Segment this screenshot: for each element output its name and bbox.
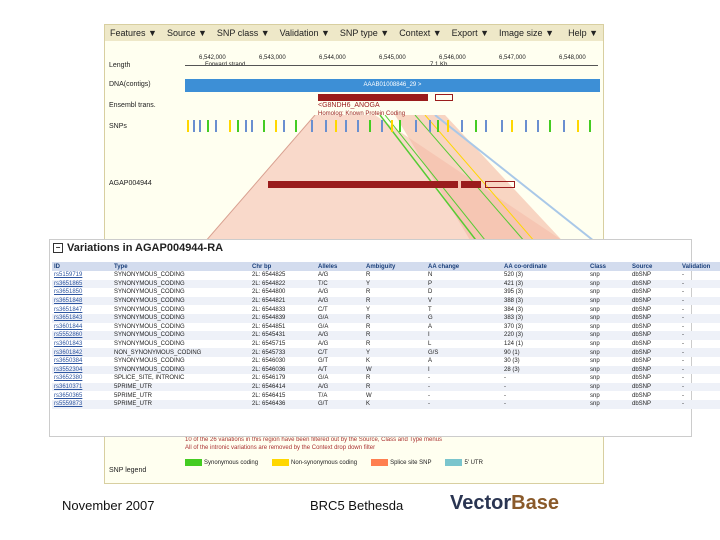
variation-id-link[interactable]: rs5559873: [52, 400, 112, 409]
snp-tick[interactable]: [485, 120, 487, 132]
table-row: [52, 357, 720, 366]
table-cell: snp: [590, 306, 600, 313]
snp-tick[interactable]: [537, 120, 539, 132]
table-cell: 421 (3): [502, 280, 588, 289]
table-cell: dbSNP: [632, 272, 652, 279]
menu-bar: [105, 25, 603, 41]
legend-label: Splice site SNP: [390, 460, 432, 467]
table-header-row: [52, 262, 720, 271]
table-cell: D: [428, 289, 433, 296]
table-cell: SYNONYMOUS_CODING: [112, 297, 250, 306]
snp-tick[interactable]: [245, 120, 247, 132]
table-cell: R: [366, 341, 371, 348]
table-cell: 370 (3): [504, 323, 524, 330]
menu-item[interactable]: Features ▼: [110, 28, 157, 38]
table-cell: 5PRIME_UTR: [114, 392, 153, 399]
table-cell: Y: [364, 348, 426, 357]
table-cell: T: [428, 306, 432, 313]
snp-tick[interactable]: [437, 120, 439, 132]
table-cell: T/C: [316, 280, 364, 289]
snp-tick[interactable]: [325, 120, 327, 132]
table-row: [52, 280, 720, 289]
table-cell: dbSNP: [632, 392, 652, 399]
table-cell: SYNONYMOUS_CODING: [114, 358, 185, 365]
snp-tick[interactable]: [525, 120, 527, 132]
table-cell: I: [426, 366, 502, 375]
menu-item[interactable]: Image size ▼: [499, 28, 554, 38]
table-cell: Y: [366, 306, 371, 313]
table-cell: G/A: [318, 375, 329, 382]
snp-tick[interactable]: [207, 120, 209, 132]
snp-tick[interactable]: [563, 120, 565, 132]
table-cell: P: [426, 280, 502, 289]
table-cell: A/G: [316, 383, 364, 392]
table-cell: A/G: [316, 331, 364, 340]
snp-tick[interactable]: [335, 120, 337, 132]
table-cell: R: [364, 331, 426, 340]
table-cell: -: [680, 383, 720, 392]
table-cell: 2L: 6546179: [252, 375, 286, 382]
table-cell: dbSNP: [632, 358, 652, 365]
coordinate-tick-label: 6,544,000: [319, 55, 346, 61]
table-cell: 2L: 6545431: [250, 331, 316, 340]
snp-tick[interactable]: [415, 120, 417, 132]
table-cell: 30 (3): [504, 358, 520, 365]
table-cell: 5PRIME_UTR: [112, 383, 250, 392]
table-cell: R: [366, 323, 371, 330]
variation-id-link[interactable]: rs3601842: [52, 348, 112, 357]
table-cell: snp: [588, 280, 630, 289]
table-row: [52, 340, 720, 349]
menu-item[interactable]: Validation ▼: [279, 28, 330, 38]
snp-legend-label: SNP legend: [109, 467, 147, 474]
table-cell: R: [366, 375, 371, 382]
filter-note-context: All of the intronic variations are removed by the Context drop down filter: [185, 445, 376, 451]
table-cell: G/T: [318, 358, 328, 365]
variation-id-link[interactable]: rs3651847: [54, 306, 83, 313]
menu-item[interactable]: Context ▼: [399, 28, 442, 38]
gene-exon-bar[interactable]: [268, 181, 458, 188]
table-cell: dbSNP: [630, 280, 680, 289]
table-cell: dbSNP: [632, 306, 652, 313]
table-cell: 124 (1): [504, 341, 524, 348]
variation-id-link[interactable]: rs3651865: [52, 280, 112, 289]
variation-id-link[interactable]: rs3652380: [54, 375, 83, 382]
table-cell: -: [682, 375, 684, 382]
table-cell: dbSNP: [630, 366, 680, 375]
table-cell: T/A: [318, 392, 328, 399]
table-cell: G/S: [426, 348, 502, 357]
table-cell: dbSNP: [632, 323, 652, 330]
snp-ticks: [185, 120, 599, 132]
table-cell: 388 (3): [502, 297, 588, 306]
table-cell: -: [426, 383, 502, 392]
table-cell: SYNONYMOUS_CODING: [112, 314, 250, 323]
table-cell: -: [504, 392, 506, 399]
column-header[interactable]: AA change: [426, 262, 502, 271]
table-cell: G/A: [318, 323, 329, 330]
variation-id-link[interactable]: rs5552860: [52, 331, 112, 340]
legend-swatch: [445, 459, 462, 466]
table-cell: 520 (3): [504, 272, 524, 279]
table-cell: 2L: 6544839: [250, 314, 316, 323]
variation-id-link[interactable]: rs3552304: [52, 366, 112, 375]
table-cell: -: [682, 306, 684, 313]
table-body: [52, 271, 720, 409]
table-row: [52, 383, 720, 392]
table-cell: snp: [588, 348, 630, 357]
transcript-utr: [435, 94, 453, 101]
transcript-bar[interactable]: [318, 94, 428, 101]
table-cell: 384 (3): [504, 306, 524, 313]
variation-id-link[interactable]: rs3650365: [54, 392, 83, 399]
table-cell: -: [680, 348, 720, 357]
table-cell: C/T: [316, 348, 364, 357]
collapse-icon[interactable]: −: [53, 243, 63, 253]
menu-item[interactable]: Export ▼: [451, 28, 490, 38]
table-cell: dbSNP: [630, 314, 680, 323]
table-cell: SYNONYMOUS_CODING: [114, 272, 185, 279]
table-cell: SYNONYMOUS_CODING: [114, 323, 185, 330]
table-cell: 383 (3): [502, 314, 588, 323]
table-cell: 2L: 6545733: [250, 348, 316, 357]
transcript-name[interactable]: <G8NDH6_ANOGA: [318, 102, 380, 109]
table-cell: -: [682, 323, 684, 330]
gene-exon-small[interactable]: [461, 181, 481, 188]
snp-tick[interactable]: [447, 120, 449, 132]
table-cell: dbSNP: [630, 400, 680, 409]
legend-item: [185, 459, 258, 466]
table-cell: -: [680, 366, 720, 375]
variation-id-link[interactable]: rs3610371: [52, 383, 112, 392]
snp-tick[interactable]: [549, 120, 551, 132]
table-cell: snp: [590, 272, 600, 279]
legend-item: [371, 459, 431, 466]
table-cell: -: [682, 341, 684, 348]
table-cell: 2L: 6546030: [252, 358, 286, 365]
table-cell: W: [364, 366, 426, 375]
column-header[interactable]: Chr bp: [250, 262, 316, 271]
snp-tick[interactable]: [283, 120, 285, 132]
legend-label: Non-synonymous coding: [291, 460, 358, 467]
table-row: [52, 348, 720, 357]
variations-header: [53, 242, 223, 254]
table-cell: -: [682, 392, 684, 399]
table-cell: dbSNP: [630, 297, 680, 306]
table-cell: dbSNP: [630, 348, 680, 357]
table-cell: -: [680, 331, 720, 340]
column-header[interactable]: Validation: [680, 262, 720, 271]
snp-tick[interactable]: [237, 120, 239, 132]
table-cell: G/A: [316, 314, 364, 323]
snp-tick[interactable]: [193, 120, 195, 132]
table-row: [52, 323, 720, 332]
table-cell: -: [682, 289, 684, 296]
table-cell: I: [426, 331, 502, 340]
transcript-subtitle: Homolog: Known Protein Coding: [318, 111, 406, 117]
filter-note: 10 of the 26 variations in this region have been filtered out by the Source, Class and Type menus: [185, 437, 443, 443]
table-cell: 28 (3): [502, 366, 588, 375]
table-cell: snp: [590, 392, 600, 399]
table-cell: NON_SYNONYMOUS_CODING: [112, 348, 250, 357]
table-row: [52, 305, 720, 314]
table-row: [52, 400, 720, 409]
table-cell: -: [428, 392, 430, 399]
legend-swatch: [371, 459, 388, 466]
table-cell: 2L: 6546036: [250, 366, 316, 375]
table-cell: SPLICE_SITE, INTRONIC: [114, 375, 185, 382]
coordinate-tick-label: 6,543,000: [259, 55, 286, 61]
table-row: [52, 391, 720, 400]
snp-legend: [185, 459, 497, 466]
legend-swatch: [185, 459, 202, 466]
table-cell: -: [680, 314, 720, 323]
column-header[interactable]: Ambiguity: [364, 262, 426, 271]
snp-tick[interactable]: [187, 120, 189, 132]
table-cell: G: [426, 314, 502, 323]
table-cell: 5PRIME_UTR: [112, 400, 250, 409]
legend-item: [272, 459, 357, 466]
table-cell: snp: [588, 366, 630, 375]
ensembl-track-label: Ensembl trans.: [109, 102, 156, 109]
snp-tick[interactable]: [429, 120, 431, 132]
snp-tick[interactable]: [399, 120, 401, 132]
footer-venue: BRC5 Bethesda: [310, 498, 404, 513]
menu-item[interactable]: SNP class ▼: [216, 28, 270, 38]
table-row: [52, 331, 720, 340]
column-header[interactable]: AA co-ordinate: [502, 262, 588, 271]
table-cell: SYNONYMOUS_CODING: [112, 280, 250, 289]
table-cell: -: [504, 375, 506, 382]
coordinate-tick-label: 6,542,000: [199, 55, 226, 61]
table-cell: snp: [588, 297, 630, 306]
table-row: [52, 288, 720, 297]
snp-tick[interactable]: [461, 120, 463, 132]
snp-tick[interactable]: [345, 120, 347, 132]
variation-id-link[interactable]: rs3650384: [54, 358, 83, 365]
legend-item: [445, 459, 482, 466]
table-cell: -: [680, 280, 720, 289]
table-cell: snp: [588, 400, 630, 409]
table-cell: R: [364, 314, 426, 323]
legend-swatch: [272, 459, 289, 466]
coordinate-tick-label: 6,547,000: [499, 55, 526, 61]
table-cell: SYNONYMOUS_CODING: [112, 366, 250, 375]
legend-label: Synonymous coding: [204, 460, 259, 467]
table-cell: dbSNP: [630, 383, 680, 392]
table-cell: 2L: 6544851: [252, 323, 286, 330]
variations-table: [52, 262, 720, 409]
legend-label: 5' UTR: [464, 460, 483, 467]
table-cell: SYNONYMOUS_CODING: [114, 306, 185, 313]
snps-track-label: SNPs: [109, 123, 127, 130]
table-cell: K: [364, 400, 426, 409]
vectorbase-logo: [446, 488, 592, 518]
table-row: [52, 374, 720, 383]
table-cell: dbSNP: [632, 375, 652, 382]
table-row: [52, 271, 720, 280]
variation-id-link[interactable]: rs3601843: [54, 341, 83, 348]
table-cell: A/G: [318, 272, 329, 279]
table-cell: dbSNP: [632, 341, 652, 348]
variation-id-link[interactable]: rs3601844: [54, 323, 83, 330]
coordinate-tick-label: 6,545,000: [379, 55, 406, 61]
table-cell: A: [428, 323, 433, 330]
snp-tick[interactable]: [215, 120, 217, 132]
coordinate-tick-label: 6,546,000: [439, 55, 466, 61]
table-row: [52, 366, 720, 375]
coordinate-tick-label: 6,548,000: [559, 55, 586, 61]
table-cell: A/G: [318, 289, 329, 296]
column-header[interactable]: Source: [630, 262, 680, 271]
table-cell: R: [366, 289, 371, 296]
snp-tick[interactable]: [475, 120, 477, 132]
variations-panel: [50, 240, 711, 436]
snp-tick[interactable]: [311, 120, 313, 132]
table-cell: 2L: 6544822: [250, 280, 316, 289]
variation-id-link[interactable]: rs3651848: [52, 297, 112, 306]
table-cell: snp: [590, 289, 600, 296]
gene-utr: [485, 181, 515, 188]
menu-item[interactable]: Source ▼: [166, 28, 207, 38]
table-cell: -: [682, 272, 684, 279]
menu-item[interactable]: SNP type ▼: [339, 28, 390, 38]
contig-bar[interactable]: AAAB01008846_29 >: [185, 79, 600, 92]
table-row: [52, 297, 720, 306]
snp-tick[interactable]: [295, 120, 297, 132]
snp-tick[interactable]: [381, 120, 383, 132]
table-cell: 2L: 6546415: [252, 392, 286, 399]
snp-tick[interactable]: [369, 120, 371, 132]
snp-tick[interactable]: [263, 120, 265, 132]
table-cell: A/G: [316, 297, 364, 306]
table-cell: dbSNP: [630, 331, 680, 340]
table-cell: -: [502, 383, 588, 392]
variation-id-link[interactable]: rs3651850: [54, 289, 83, 296]
dna-track-label: DNA(contigs): [109, 81, 151, 88]
footer-date: November 2007: [62, 498, 155, 513]
table-cell: SYNONYMOUS_CODING: [114, 289, 185, 296]
table-cell: Y: [364, 280, 426, 289]
table-cell: -: [426, 400, 502, 409]
table-cell: R: [366, 272, 371, 279]
logo-vector-text: Vector: [450, 492, 512, 514]
table-cell: snp: [590, 375, 600, 382]
snp-tick[interactable]: [199, 120, 201, 132]
table-cell: snp: [590, 358, 600, 365]
table-cell: snp: [588, 383, 630, 392]
table-cell: 2L: 6544833: [252, 306, 286, 313]
column-header[interactable]: Type: [112, 262, 250, 271]
snp-tick[interactable]: [511, 120, 513, 132]
table-cell: K: [366, 358, 371, 365]
table-cell: A/T: [316, 366, 364, 375]
table-cell: -: [680, 400, 720, 409]
table-cell: R: [364, 297, 426, 306]
table-cell: C/T: [318, 306, 328, 313]
table-cell: 2L: 6544800: [252, 289, 286, 296]
table-cell: snp: [590, 341, 600, 348]
column-header[interactable]: Alleles: [316, 262, 364, 271]
table-cell: -: [428, 375, 430, 382]
table-cell: 220 (3): [502, 331, 588, 340]
table-cell: A/G: [318, 341, 329, 348]
column-header[interactable]: Class: [588, 262, 630, 271]
table-row: [52, 314, 720, 323]
snp-tick[interactable]: [589, 120, 591, 132]
snp-tick[interactable]: [275, 120, 277, 132]
table-cell: -: [680, 297, 720, 306]
snp-tick[interactable]: [501, 120, 503, 132]
table-cell: -: [502, 400, 588, 409]
variation-id-link[interactable]: rs5159719: [54, 272, 83, 279]
table-cell: snp: [588, 331, 630, 340]
length-label: Length: [109, 62, 131, 69]
table-cell: -: [682, 358, 684, 365]
table-cell: V: [426, 297, 502, 306]
table-cell: L: [428, 341, 432, 348]
gene-track-label: AGAP004944: [109, 180, 152, 187]
snp-tick[interactable]: [357, 120, 359, 132]
table-cell: W: [366, 392, 372, 399]
menu-item[interactable]: Help ▼: [568, 28, 598, 38]
table-cell: 395 (3): [504, 289, 524, 296]
table-cell: 2L: 6546414: [250, 383, 316, 392]
ruler: [185, 65, 598, 66]
table-cell: SYNONYMOUS_CODING: [112, 331, 250, 340]
table-cell: R: [364, 383, 426, 392]
table-cell: dbSNP: [632, 289, 652, 296]
table-cell: 2L: 6546436: [250, 400, 316, 409]
table-cell: G/T: [316, 400, 364, 409]
variations-title: Variations in AGAP004944-RA: [67, 242, 224, 254]
table-cell: 2L: 6544825: [252, 272, 286, 279]
snp-tick[interactable]: [229, 120, 231, 132]
column-header[interactable]: ID: [52, 262, 112, 271]
table-cell: 90 (1): [502, 348, 588, 357]
table-cell: snp: [590, 323, 600, 330]
table-cell: snp: [588, 314, 630, 323]
snp-tick[interactable]: [391, 120, 393, 132]
table-cell: SYNONYMOUS_CODING: [114, 341, 185, 348]
snp-tick[interactable]: [251, 120, 253, 132]
logo-base-text: Base: [511, 492, 559, 514]
variation-id-link[interactable]: rs3651843: [52, 314, 112, 323]
table-cell: A: [428, 358, 433, 365]
snp-tick[interactable]: [577, 120, 579, 132]
table-cell: 2L: 6544821: [250, 297, 316, 306]
table-cell: N: [428, 272, 433, 279]
table-cell: 2L: 6545715: [252, 341, 286, 348]
